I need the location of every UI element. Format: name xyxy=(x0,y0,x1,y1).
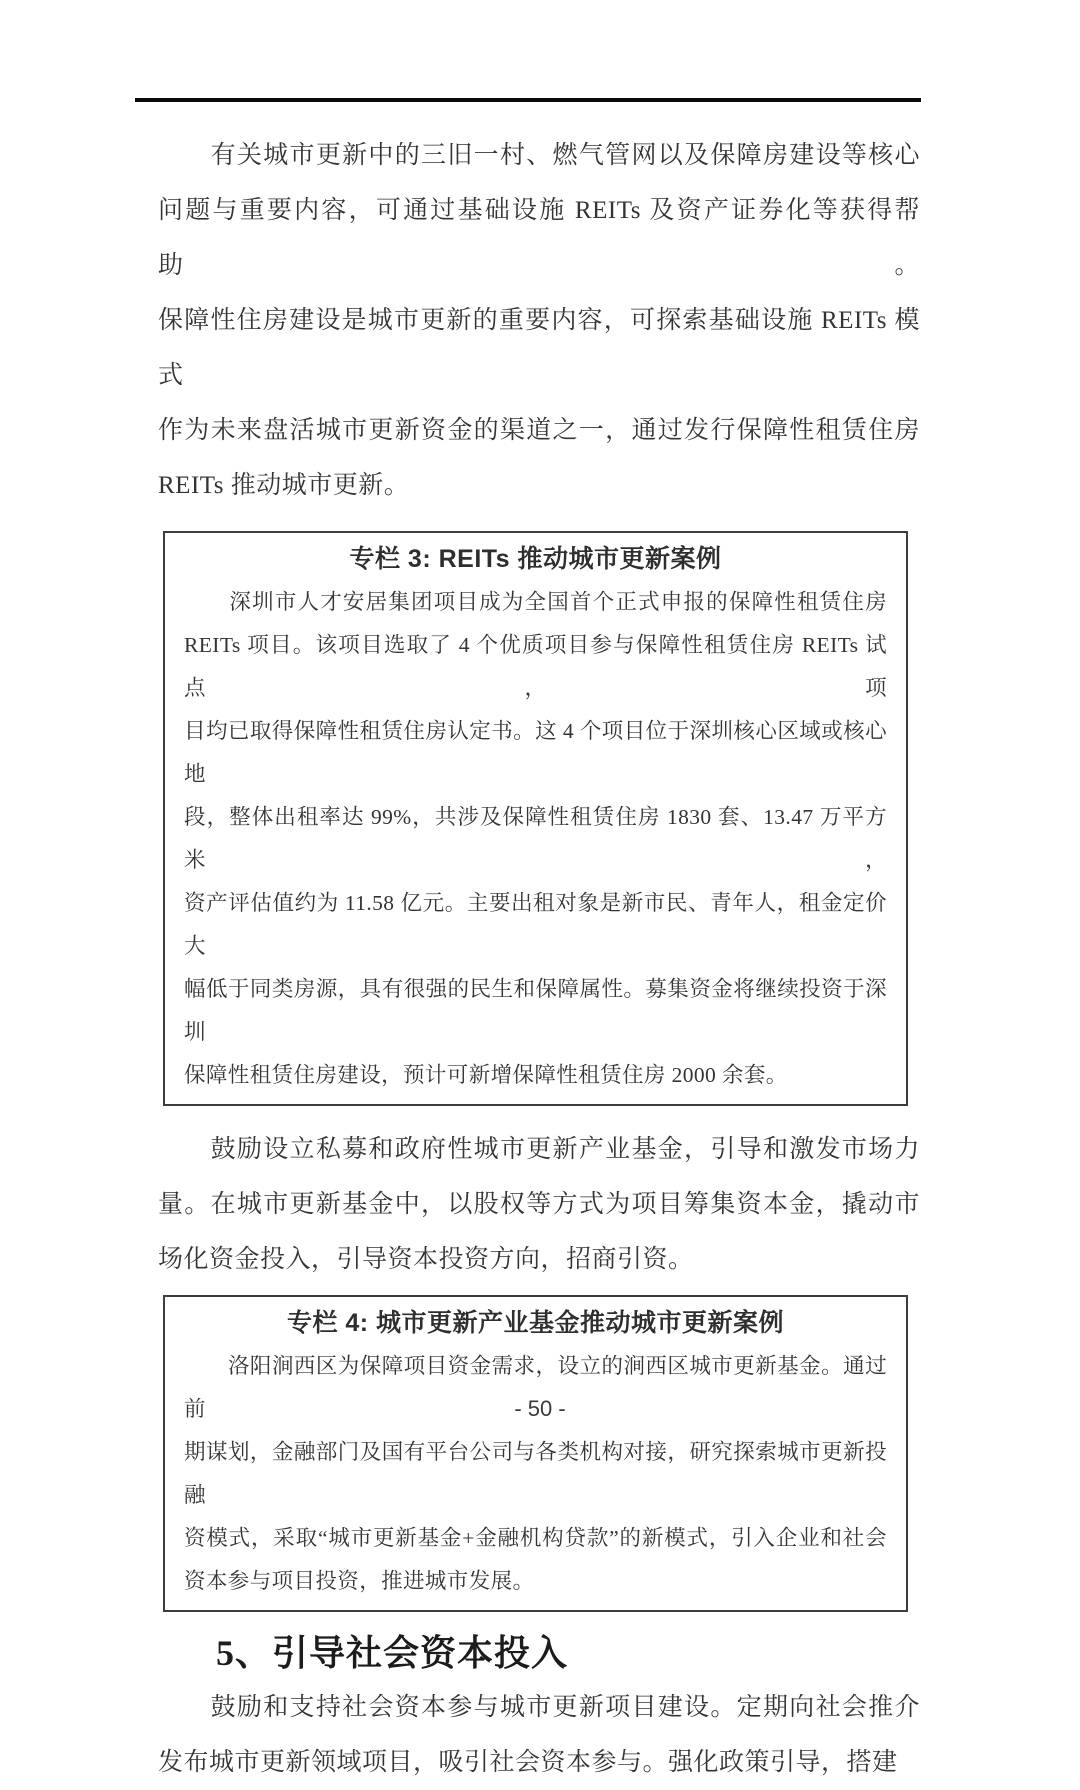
box-3-title: 专栏 3: REITs 推动城市更新案例 xyxy=(349,545,722,573)
page-content xyxy=(158,120,920,1790)
paragraph-urban-renewal-fund xyxy=(158,1122,920,1287)
text-line: 目均已取得保障性租赁住房认定书。这 4 个项目位于深圳核心区域或核心地 xyxy=(184,719,887,786)
text-line: 保障性租赁住房建设，预计可新增保障性租赁住房 2000 余套。 xyxy=(184,1063,788,1087)
callout-box-4 xyxy=(163,1295,908,1612)
text-line: 资产评估值约为 11.58 亿元。主要出租对象是新市民、青年人，租金定价大 xyxy=(184,891,887,958)
text-line: 段，整体出租率达 99%，共涉及保障性租赁住房 1830 套、13.47 万平方米， xyxy=(184,805,887,872)
paragraph-reits-intro xyxy=(158,128,920,513)
paragraph-social-capital xyxy=(158,1680,920,1790)
text-line: REITs 推动城市更新。 xyxy=(158,472,410,499)
text-line: 深圳市人才安居集团项目成为全国首个正式申报的保障性租赁住房 xyxy=(184,590,887,614)
callout-box-3 xyxy=(163,531,908,1106)
box-4-title: 专栏 4: 城市更新产业基金推动城市更新案例 xyxy=(286,1309,785,1337)
header-rule xyxy=(135,98,921,102)
text-line: REITs 项目。该项目选取了 4 个优质项目参与保障性租赁住房 REITs 试点，项 xyxy=(184,633,887,700)
text-line: 洛阳涧西区为保障项目资金需求，设立的涧西区城市更新基金。通过前 xyxy=(184,1354,887,1421)
text-line: 场化资金投入，引导资本投资方向，招商引资。 xyxy=(158,1246,694,1273)
text-line: 期谋划，金融部门及国有平台公司与各类机构对接，研究探索城市更新投融 xyxy=(184,1440,887,1507)
text-line: 鼓励和支持社会资本参与城市更新项目建设。定期向社会推介 xyxy=(158,1694,920,1721)
box-3-body xyxy=(184,581,887,1097)
text-line: 保障性住房建设是城市更新的重要内容，可探索基础设施 REITs 模式 xyxy=(158,307,920,389)
text-line: 资模式，采取“城市更新基金+金融机构贷款”的新模式，引入企业和社会 xyxy=(184,1526,887,1550)
text-line: 幅低于同类房源，具有很强的民生和保障属性。募集资金将继续投资于深圳 xyxy=(184,977,887,1044)
text-line: 问题与重要内容，可通过基础设施 REITs 及资产证券化等获得帮助。 xyxy=(158,197,920,279)
text-line: 作为未来盘活城市更新资金的渠道之一，通过发行保障性租赁住房 xyxy=(158,417,920,444)
text-line: 有关城市更新中的三旧一村、燃气管网以及保障房建设等核心 xyxy=(158,142,920,169)
text-line: 鼓励设立私募和政府性城市更新产业基金，引导和激发市场力 xyxy=(158,1136,920,1163)
text-line: 量。在城市更新基金中，以股权等方式为项目筹集资本金，撬动市 xyxy=(158,1191,920,1218)
box-4-body xyxy=(184,1345,887,1603)
section-heading-5: 5、引导社会资本投入 xyxy=(216,1633,569,1673)
text-line: 发布城市更新领域项目，吸引社会资本参与。强化政策引导，搭建 xyxy=(158,1749,898,1776)
page-number: - 50 - xyxy=(514,1396,566,1421)
text-line: 资本参与项目投资，推进城市发展。 xyxy=(184,1569,535,1593)
